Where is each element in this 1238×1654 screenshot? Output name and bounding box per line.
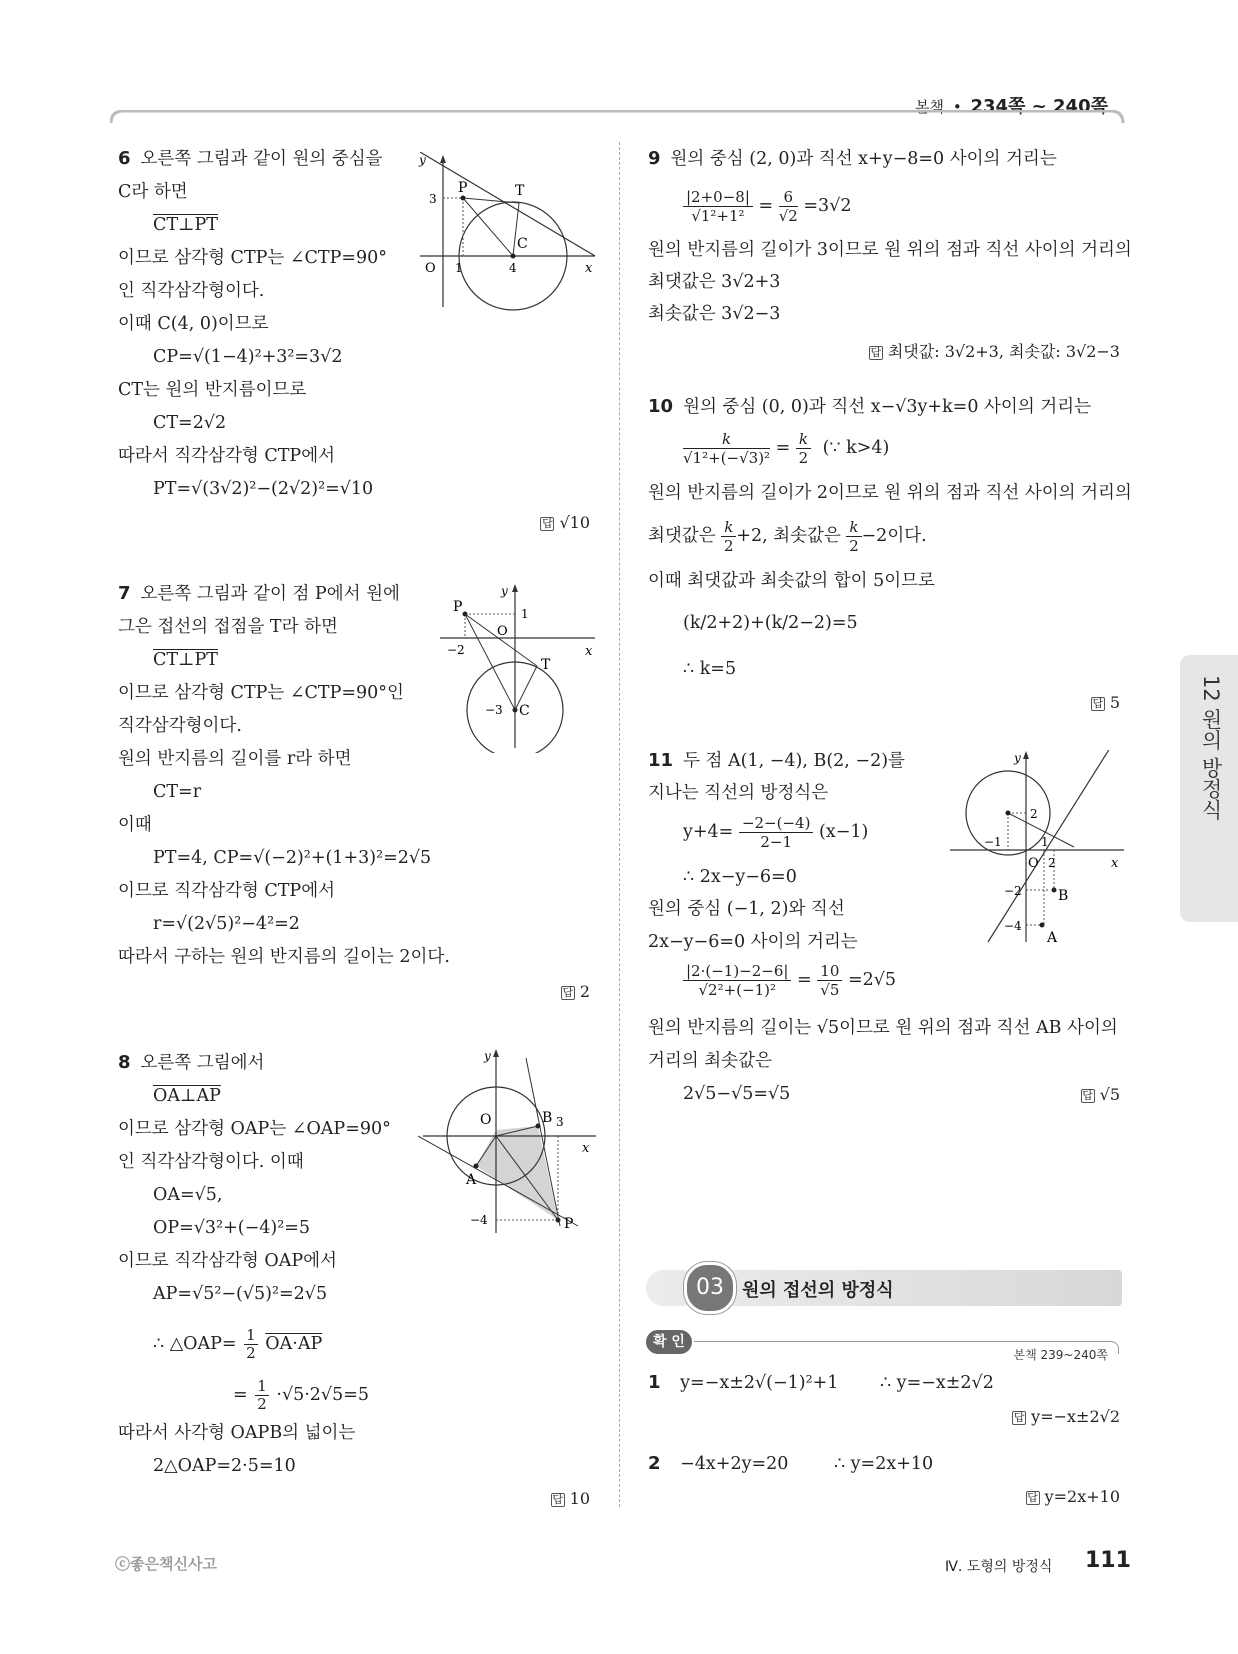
text-line: 최댓값은 3√2+3 [648, 272, 781, 292]
text-line: 원의 중심 (2, 0)과 직선 x+y−8=0 사이의 거리는 [670, 149, 1057, 169]
text-line: 거리의 최솟값은 [648, 1051, 772, 1071]
text-line: OA⊥AP [153, 1086, 221, 1106]
figure-6 [415, 152, 600, 312]
check-header [646, 1330, 1122, 1362]
point-label: T [541, 657, 551, 673]
text-line: 원의 반지름의 길이가 3이므로 원 위의 점과 직선 사이의 거리의 [648, 240, 1132, 260]
text-line: =3√2 [803, 196, 852, 216]
axis-label: x [582, 1141, 590, 1156]
problem-number: 10 [648, 396, 674, 417]
footer-page-number: 111 [1085, 1548, 1131, 1573]
answer-value: y=2x+10 [1044, 1487, 1120, 1506]
text-line: 인 직각삼각형이다. 이때 [118, 1152, 304, 1172]
text-line: OA=√5, [153, 1185, 223, 1205]
fraction-num: k [721, 518, 736, 537]
tick-label: −4 [470, 1213, 488, 1227]
point-label: O [480, 1112, 492, 1128]
text-line: 그은 접선의 접점을 T라 하면 [118, 617, 338, 637]
answer-value: 2 [579, 982, 590, 1001]
axis-label: x [1111, 856, 1119, 871]
point-label: P [458, 180, 468, 196]
fraction [721, 518, 736, 555]
text-line: (∵ k>4) [822, 438, 890, 458]
text-line: ∴ y=2x+10 [833, 1454, 934, 1474]
answer-mark-icon: 답 [1027, 1491, 1038, 1504]
text-line: CT⊥PT [153, 215, 218, 235]
answer-value: 최댓값: 3√2+3, 최솟값: 3√2−3 [887, 342, 1120, 361]
fraction-num: |2+0−8| [683, 188, 753, 207]
answer-value: √10 [559, 513, 590, 532]
point-label: A [466, 1172, 477, 1188]
problem-number: 1 [648, 1372, 661, 1393]
problem-number: 8 [118, 1052, 131, 1073]
text-line: 최솟값은 3√2−3 [648, 304, 781, 324]
text-line: 따라서 사각형 OAPB의 넓이는 [118, 1423, 356, 1443]
fraction [796, 430, 811, 467]
text-line: 이때 최댓값과 최솟값의 합이 5이므로 [648, 571, 935, 591]
text-line: −2이다. [861, 526, 927, 546]
answer [540, 513, 590, 532]
check-ref: 본책 239~240쪽 [1013, 1348, 1108, 1362]
text-line: ∴ 2x−y−6=0 [683, 867, 797, 887]
tick-label: 4 [509, 261, 517, 275]
point-label: O [425, 261, 436, 276]
text-line: 2x−y−6=0 사이의 거리는 [648, 932, 858, 952]
answer [1026, 1487, 1120, 1506]
text-line: CT=2√2 [153, 413, 227, 433]
point-label: T [515, 183, 525, 199]
text-line: CP=√(1−4)²+3²=3√2 [153, 347, 343, 367]
fraction [779, 188, 798, 225]
problem-number: 11 [648, 750, 674, 771]
text-line: −4x+2y=20 [680, 1454, 789, 1474]
text-line: OA·AP [265, 1334, 323, 1354]
axis-label: x [585, 261, 593, 276]
check-badge: 확 인 [646, 1330, 692, 1354]
tick-label: 2 [1030, 807, 1038, 821]
text-line: 따라서 직각삼각형 CTP에서 [118, 446, 336, 466]
section-title: 원의 접선의 방정식 [742, 1280, 894, 1301]
text-line: ∴ k=5 [683, 659, 737, 679]
text-line: 이므로 직각삼각형 OAP에서 [118, 1251, 337, 1271]
section-number: 03 [684, 1262, 736, 1314]
text-line: 이므로 삼각형 OAP는 ∠OAP=90° [118, 1119, 391, 1139]
problem-number: 9 [648, 148, 661, 169]
axis-label: y [419, 153, 426, 167]
fraction [846, 518, 861, 555]
text-line: ∴ △OAP= [153, 1334, 237, 1354]
header-label: 본책 [915, 98, 945, 116]
fraction-num: −2−(−4) [739, 814, 814, 833]
fraction [739, 814, 814, 851]
text-line: 이므로 삼각형 CTP는 ∠CTP=90° [118, 248, 388, 268]
text-line: 최댓값은 [648, 526, 716, 546]
text-line: = [233, 1385, 248, 1405]
text-line: (k/2+2)+(k/2−2)=5 [683, 613, 858, 633]
section-header [646, 1270, 1122, 1306]
axis-label: x [585, 644, 593, 659]
tick-label: −2 [1004, 884, 1022, 898]
text-line: 오른쪽 그림에서 [140, 1053, 265, 1073]
text-line: 이므로 직각삼각형 CTP에서 [118, 881, 336, 901]
text-line: 원의 중심 (−1, 2)와 직선 [648, 899, 845, 919]
fraction-den: 2 [246, 1344, 256, 1362]
fraction [683, 430, 770, 467]
text-line: 2√5−√5=√5 [683, 1084, 791, 1104]
answer-mark-icon: 답 [1082, 1089, 1093, 1102]
text-line: 이때 [118, 815, 152, 835]
text-line: 직각삼각형이다. [118, 716, 242, 736]
text-line: 이때 C(4, 0)이므로 [118, 314, 269, 334]
text-line: CT=r [153, 782, 202, 802]
tick-label: 1 [455, 261, 463, 275]
text-line: 인 직각삼각형이다. [118, 281, 265, 301]
point-label: P [453, 599, 463, 615]
axis-label: y [484, 1049, 491, 1063]
answer [1091, 693, 1120, 712]
fraction-num: k [846, 518, 861, 537]
fraction [255, 1378, 269, 1413]
chapter-side-tab [1180, 655, 1238, 922]
text-line: 원의 반지름의 길이가 2이므로 원 위의 점과 직선 사이의 거리의 [648, 483, 1132, 503]
point-label: B [1058, 888, 1069, 904]
fraction-den: √2²+(−1)² [698, 981, 776, 999]
figure-8 [418, 1048, 600, 1238]
fraction-den: 2 [798, 449, 809, 467]
figure-11 [948, 750, 1128, 945]
footer-chapter: Ⅳ. 도형의 방정식 [945, 1559, 1053, 1575]
answer-value: 10 [569, 1489, 590, 1508]
fraction-den: 2 [723, 537, 734, 555]
text-line: (x−1) [819, 822, 869, 842]
text-line: 따라서 구하는 원의 반지름의 길이는 2이다. [118, 947, 450, 967]
tick-label: −2 [447, 643, 465, 657]
point-label: P [564, 1216, 574, 1232]
problem-number: 7 [118, 583, 131, 604]
axis-label: y [501, 584, 508, 598]
text-line: C라 하면 [118, 182, 188, 202]
fraction-num: 6 [779, 188, 798, 207]
fraction-den: √5 [820, 981, 840, 999]
answer-value: 5 [1109, 693, 1120, 712]
text-line: 지나는 직선의 방정식은 [648, 783, 829, 803]
answer [869, 339, 1120, 362]
fraction-den: √2 [778, 207, 798, 225]
text-line: 오른쪽 그림과 같이 점 P에서 원에 [140, 584, 400, 604]
text-line: PT=4, CP=√(−2)²+(1+3)²=2√5 [153, 848, 432, 868]
answer-mark-icon: 답 [562, 986, 574, 999]
tick-label: 1 [521, 607, 529, 621]
text-line: +2, 최솟값은 [736, 526, 841, 546]
text-line: = [758, 196, 774, 216]
fraction-den: 2 [257, 1395, 267, 1413]
text-line: OP=√3²+(−4)²=5 [153, 1218, 311, 1238]
answer-value: y=−x±2√2 [1031, 1407, 1120, 1426]
text-line: CT⊥PT [153, 650, 218, 670]
text-line: 오른쪽 그림과 같이 원의 중심을 [140, 149, 383, 169]
text-line: ∴ y=−x±2√2 [879, 1373, 994, 1393]
text-line: 원의 중심 (0, 0)과 직선 x−√3y+k=0 사이의 거리는 [683, 397, 1092, 417]
point-label: C [517, 236, 528, 252]
answer [551, 1489, 590, 1508]
tick-label: −4 [1004, 919, 1022, 933]
footer-publisher: ⓒ좋은책신사고 [115, 1555, 217, 1573]
point-label: C [519, 703, 530, 719]
fraction [244, 1327, 258, 1362]
answer-mark-icon: 답 [1092, 697, 1104, 710]
text-line: ·√5·2√5=5 [276, 1385, 370, 1405]
point-label: B [542, 1110, 553, 1126]
problem-number: 2 [648, 1453, 661, 1474]
text-line: =2√5 [847, 970, 897, 990]
answer-mark-icon: 답 [1013, 1411, 1025, 1424]
tick-label: 3 [556, 1115, 564, 1129]
tick-label: 1 [1041, 835, 1049, 849]
fraction [683, 962, 791, 999]
figure-7 [435, 583, 600, 753]
tick-label: −1 [984, 835, 1002, 849]
answer-value: √5 [1099, 1085, 1120, 1104]
answer-mark-icon: 답 [542, 517, 553, 530]
tick-label: −3 [485, 703, 503, 717]
fraction-num: |2·(−1)−2−6| [683, 962, 791, 981]
fraction-den: √1²+1² [691, 207, 745, 225]
text-line: y+4= [683, 822, 734, 842]
text-line: y=−x±2√(−1)²+1 [680, 1373, 839, 1393]
text-line: r=√(2√5)²−4²=2 [153, 914, 300, 934]
text-line: 2△OAP=2·5=10 [153, 1456, 296, 1476]
answer [1012, 1407, 1120, 1426]
point-label: O [497, 624, 508, 639]
fraction [683, 188, 753, 225]
fraction-num: k [796, 430, 811, 449]
text-line: 원의 반지름의 길이는 √5이므로 원 위의 점과 직선 AB 사이의 [648, 1018, 1118, 1038]
fraction-num: 10 [817, 962, 842, 981]
text-line: = [797, 970, 812, 990]
tick-label: 3 [429, 192, 437, 206]
tick-label: 2 [1048, 856, 1056, 870]
fraction-num: 1 [257, 1377, 267, 1395]
fraction-num: 1 [246, 1326, 256, 1344]
answer-mark-icon: 답 [870, 346, 882, 359]
fraction-den: 2 [849, 537, 859, 555]
point-label: A [1047, 930, 1058, 945]
text-line: 원의 반지름의 길이를 r라 하면 [118, 749, 352, 769]
text-line: 두 점 A(1, −4), B(2, −2)를 [683, 751, 905, 771]
header-pages: 234쪽 ~ 240쪽 [970, 96, 1108, 117]
answer [561, 982, 590, 1001]
fraction [817, 962, 842, 999]
header-rule [110, 110, 1125, 124]
fraction-den: 2−1 [760, 833, 793, 851]
side-tab-text: 12 원의 방정식 [1199, 675, 1223, 821]
fraction-den: √1²+(−√3)² [683, 449, 771, 467]
text-line: AP=√5²−(√5)²=2√5 [153, 1284, 328, 1304]
axis-label: y [1014, 751, 1021, 765]
text-line: 이므로 삼각형 CTP는 ∠CTP=90°인 [118, 683, 404, 703]
text-line: = [775, 438, 791, 458]
text-line: CT는 원의 반지름이므로 [118, 380, 307, 400]
answer [1081, 1085, 1120, 1104]
problem-number: 6 [118, 148, 131, 169]
answer-mark-icon: 답 [552, 1493, 563, 1506]
fraction-num: k [683, 430, 770, 449]
point-label: O [1028, 856, 1039, 871]
header-dot: • [952, 98, 962, 116]
text-line: PT=√(3√2)²−(2√2)²=√10 [153, 479, 374, 499]
column-divider [619, 142, 620, 1507]
